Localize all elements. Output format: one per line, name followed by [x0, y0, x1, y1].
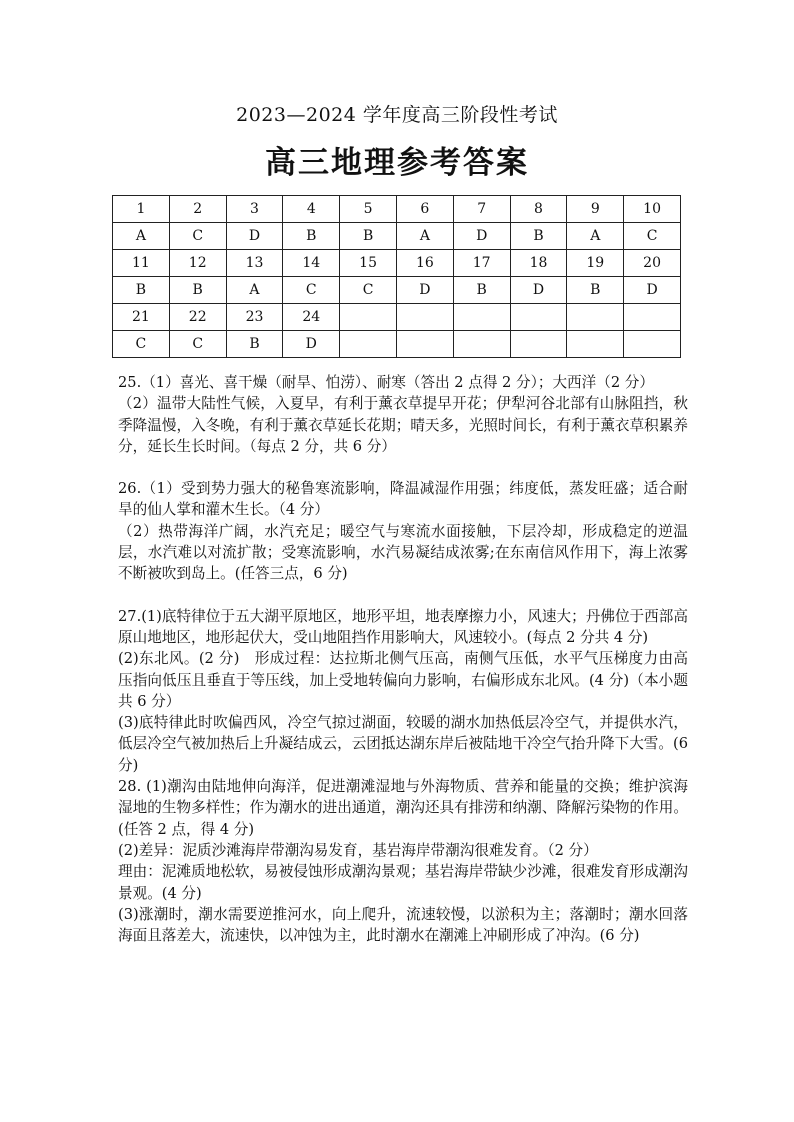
answer-table-cell: B [453, 277, 510, 304]
answer-table-cell: D [226, 223, 283, 250]
q28-part2: (2)差异：泥质沙滩海岸带潮沟易发育，基岩海岸带潮沟很难发育。（2 分） [118, 841, 598, 859]
q27-part2: (2)东北风。(2 分) 形成过程：达拉斯北侧气压高，南侧气压低，水平气压梯度力由高压指向低压且垂直于等压线，加上受地转偏向力影响，右偏形成东北风。(4 分)（本小题共 6 分） [118, 650, 688, 710]
answer-table-cell: 5 [340, 196, 397, 223]
q27-part3: (3)底特律此时吹偏西风，冷空气掠过湖面，较暖的湖水加热低层冷空气，并提供水汽，低层冷空气被加热后上升凝结成云，云团抵达湖东岸后被陆地干冷空气抬升降下大雪。(6 分) [118, 714, 688, 774]
question-27 [118, 606, 688, 776]
q25-part2: （2）温带大陆性气候，入夏早，有利于薰衣草提早开花；伊犁河谷北部有山脉阻挡，秋季降温慢，入冬晚，有利于薰衣草延长花期；晴天多，光照时间长，有利于薰衣草积累养分，延长生长时间。（每点 2 分，共 6 分） [118, 395, 688, 455]
answer-table-cell: 11 [113, 250, 170, 277]
answer-table-row [113, 250, 681, 277]
answer-table-cell: D [396, 277, 453, 304]
answer-table-cell [340, 304, 397, 331]
answer-table-cell: B [113, 277, 170, 304]
answer-table-row [113, 223, 681, 250]
answer-table-cell: 3 [226, 196, 283, 223]
answer-table-row [113, 277, 681, 304]
answer-table-row [113, 331, 681, 358]
exam-subtitle: 2023—2024 学年度高三阶段性考试 [236, 104, 558, 126]
answer-table-cell: B [340, 223, 397, 250]
answer-table-cell: A [567, 223, 624, 250]
answer-body [118, 372, 688, 946]
answer-table-cell: B [510, 223, 567, 250]
answer-table-cell: 20 [624, 250, 681, 277]
answer-table-cell: 24 [283, 304, 340, 331]
answer-table-cell [396, 304, 453, 331]
answer-table-cell: 22 [169, 304, 226, 331]
answer-table-cell: C [340, 277, 397, 304]
answer-table-cell: B [567, 277, 624, 304]
answer-table-cell: C [169, 223, 226, 250]
q27-part1: 27.(1)底特律位于五大湖平原地区，地形平坦，地表摩擦力小，风速大；丹佛位于西部高原山地地区，地形起伏大，受山地阻挡作用影响大，风速较小。(每点 2 分共 4 分) [118, 607, 688, 646]
answer-table-cell: D [453, 223, 510, 250]
q28-part1: 28. (1)潮沟由陆地伸向海洋，促进潮滩湿地与外海物质、营养和能量的交换；维护滨海湿地的生物多样性；作为潮水的进出通道，潮沟还具有排涝和纳潮、降解污染物的作用。(任答 2 点，得 4 分) [118, 778, 688, 838]
answer-table-cell: B [226, 331, 283, 358]
answer-table-cell: 1 [113, 196, 170, 223]
answer-table-cell: C [169, 331, 226, 358]
answer-table-cell [340, 331, 397, 358]
q26-part1: 26.（1）受到势力强大的秘鲁寒流影响，降温减湿作用强；纬度低，蒸发旺盛；适合耐旱的仙人掌和灌木生长。（4 分） [118, 480, 688, 519]
answer-table-cell: 19 [567, 250, 624, 277]
answer-table-cell [624, 331, 681, 358]
answer-table-cell: A [113, 223, 170, 250]
answer-table-cell: 14 [283, 250, 340, 277]
answer-table-cell: C [113, 331, 170, 358]
answer-table-cell: 9 [567, 196, 624, 223]
question-28 [118, 776, 688, 946]
answer-table [112, 195, 681, 358]
answer-table-cell [510, 331, 567, 358]
answer-table-cell: D [283, 331, 340, 358]
answer-table-cell [510, 304, 567, 331]
answer-table-cell: 15 [340, 250, 397, 277]
answer-table-cell: A [226, 277, 283, 304]
answer-table-cell: C [283, 277, 340, 304]
answer-table-cell: 8 [510, 196, 567, 223]
answer-table-cell: 13 [226, 250, 283, 277]
answer-table-cell: 7 [453, 196, 510, 223]
answer-table-cell: A [396, 223, 453, 250]
q28-part3: (3)涨潮时，潮水需要逆推河水，向上爬升，流速较慢，以淤积为主；落潮时；潮水回落海面且落差大，流速快，以冲蚀为主，此时潮水在潮滩上冲刷形成了冲沟。(6 分) [118, 905, 688, 945]
answer-table-cell: D [624, 277, 681, 304]
answer-table-cell: 6 [396, 196, 453, 223]
answer-table-row [113, 304, 681, 331]
answer-table-cell: 10 [624, 196, 681, 223]
answer-table-cell: B [283, 223, 340, 250]
answer-table-cell: 18 [510, 250, 567, 277]
question-25 [118, 372, 688, 457]
q26-part2: （2）热带海洋广阔，水汽充足；暖空气与寒流水面接触，下层冷却，形成稳定的逆温层，水汽难以对流扩散；受寒流影响，水汽易凝结成浓雾;在东南信风作用下，海上浓雾不断被吹到岛上。(任答三点，6 分) [118, 522, 688, 583]
answer-table-cell: 21 [113, 304, 170, 331]
answer-table-cell: 23 [226, 304, 283, 331]
answer-table-cell [453, 304, 510, 331]
answer-table-cell: 2 [169, 196, 226, 223]
answer-table-cell [396, 331, 453, 358]
page-title: 高三地理参考答案 [265, 145, 529, 181]
q25-part1: 25.（1）喜光、喜干燥（耐旱、怕涝）、耐寒（答出 2 点得 2 分）；大西洋（2 分） [118, 374, 654, 391]
answer-table-cell: D [510, 277, 567, 304]
q28-reason: 理由：泥滩质地松软，易被侵蚀形成潮沟景观；基岩海岸带缺少沙滩，很难发育形成潮沟景观。(4 分) [118, 863, 688, 902]
answer-table-cell: 12 [169, 250, 226, 277]
answer-table-cell: C [624, 223, 681, 250]
answer-table-cell: B [169, 277, 226, 304]
answer-table-cell [567, 304, 624, 331]
answer-table-row [113, 196, 681, 223]
answer-table-cell [624, 304, 681, 331]
answer-table-cell: 4 [283, 196, 340, 223]
answer-table-cell: 17 [453, 250, 510, 277]
question-26 [118, 478, 688, 584]
answer-table-cell [453, 331, 510, 358]
answer-table-cell [567, 331, 624, 358]
answer-table-cell: 16 [396, 250, 453, 277]
